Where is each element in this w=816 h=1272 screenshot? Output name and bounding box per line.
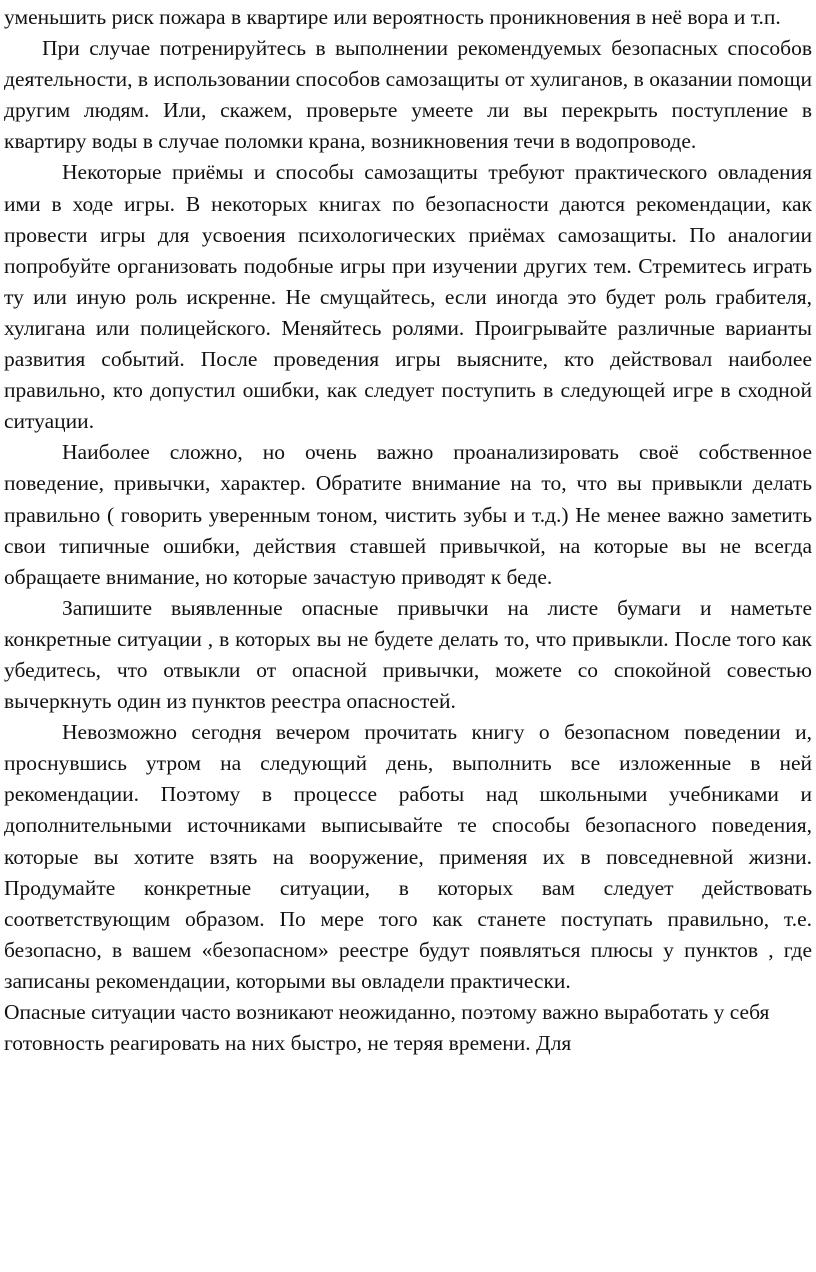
paragraph-practice: При случае потренируйтесь в выполнении рекомендуемых безопасных способов деятельности, в использовании способов самозащиты от хулиганов, в оказании помощи другим людям. Или, скажем, проверьте умеете ли вы перекрыть поступление в квартиру воды в случае поломки крана, возникновения течи в водопроводе. xyxy=(4,36,812,154)
paragraph-recommendations: Невозможно сегодня вечером прочитать книгу о безопасном поведении и, проснувшись утром на следующий день, выполнить все изложенные в ней рекомендации. Поэтому в процессе работы над школьными учебниками и дополнительными источниками выписывайте те способы безопасного поведения, которые вы хотите взять на вооружение, применяя их в повседневной жизни. Продумайте конкретные ситуации, в которых вам следует действовать соответствующим образом. По мере того как станете поступать правильно, т.е. безопасно, в вашем «безопасном» реестре будут появляться плюсы у пунктов , где записаны рекомендации, которыми вы овладели практически. xyxy=(4,720,812,993)
paragraph-habits-list: Запишите выявленные опасные привычки на листе бумаги и наметьте конкретные ситуации , в которых вы не будете делать то, что привыкли. После того как убедитесь, что отвыкли от опасной привычки, можете со спокойной совестью вычеркнуть один из пунктов реестра опасностей. xyxy=(4,595,812,714)
paragraph-self-analysis: Наиболее сложно, но очень важно проанализировать своё собственное поведение, привычки, характер. Обратите внимание на то, что вы привыкли делать правильно ( говорить уверенным тоном, чистить зубы и т.д.) Не менее важно заметить свои типичные ошибки, действия ставшей привычкой, на которые вы не всегда обращаете внимание, но которые зачастую приводят к беде. xyxy=(4,440,812,589)
paragraph-continuation: уменьшить риск пожара в квартире или вероятность проникновения в неё вора и т.п. xyxy=(4,5,781,29)
paragraph-dangerous-situations: Опасные ситуации часто возникают неожиданно, поэтому важно выработать у себя готовность реагировать на них быстро, не теряя времени. Для xyxy=(4,1000,770,1056)
paragraph-games: Некоторые приёмы и способы самозащиты требуют практического овладения ими в ходе игры. В некоторых книгах по безопасности даются рекомендации, как провести игры для усвоения психологических приёмах самозащиты. По аналогии попробуйте организовать подобные игры при изучении других тем. Стремитесь играть ту или иную роль искренне. Не смущайтесь, если иногда это будет роль грабителя, хулигана или полицейского. Меняйтесь ролями. Проигрывайте различные варианты развития событий. После проведения игры выясните, кто действовал наиболее правильно, кто допустил ошибки, как следует поступить в следующей игре в сходной ситуации. xyxy=(4,160,812,434)
